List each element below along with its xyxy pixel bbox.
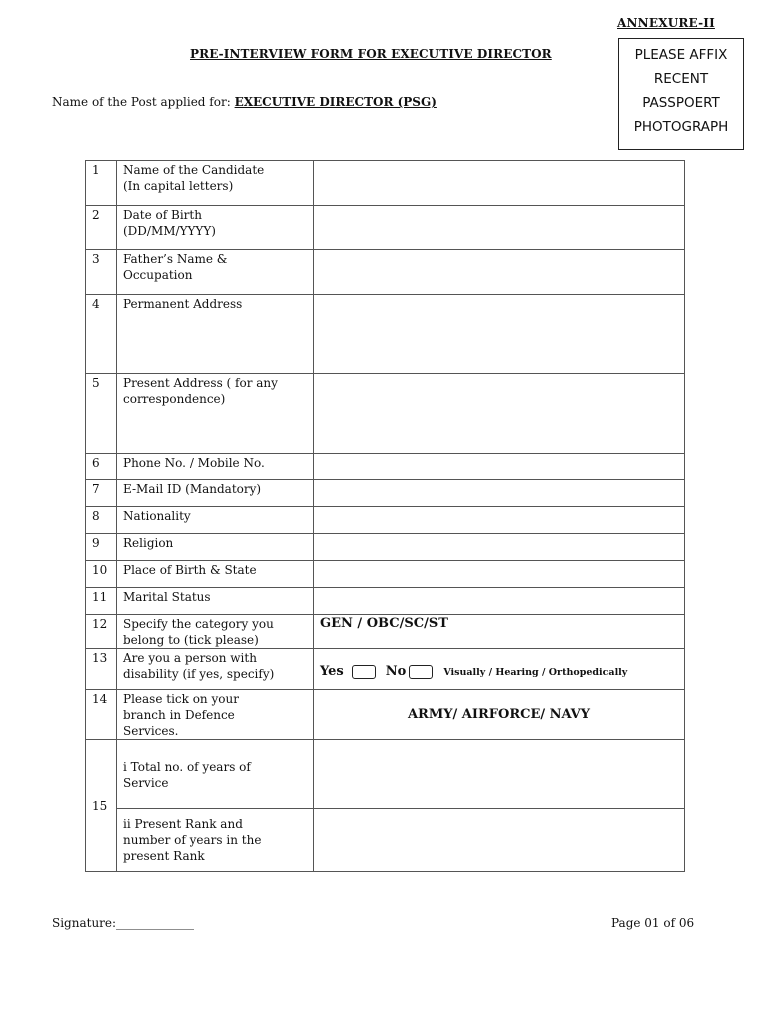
row-number: 15 (86, 740, 117, 872)
page-number: Page 01 of 06 (611, 916, 695, 930)
present-address-field[interactable] (314, 374, 685, 454)
row-label: Date of Birth (DD/MM/YYYY) (117, 206, 314, 250)
photo-line: PASSPOERT (642, 95, 720, 111)
table-row (86, 250, 685, 295)
table-row (86, 561, 685, 588)
row-number: 4 (86, 295, 117, 374)
table-row (86, 507, 685, 534)
row-number: 3 (86, 250, 117, 295)
photo-line: PHOTOGRAPH (633, 119, 729, 135)
row-number: 2 (86, 206, 117, 250)
row-number: 7 (86, 480, 117, 507)
row-number: 14 (86, 690, 117, 740)
row-label: Are you a person with disability (if yes, specify) (117, 649, 314, 690)
annexure-label: ANNEXURE-II (617, 16, 715, 30)
category-options[interactable]: GEN / OBC/SC/ST (314, 615, 685, 649)
row-number: 6 (86, 454, 117, 480)
row-number: 13 (86, 649, 117, 690)
photo-line: RECENT (653, 71, 709, 87)
table-row (86, 374, 685, 454)
row-label: Specify the category you belong to (tick please) (117, 615, 314, 649)
form-table (85, 160, 685, 872)
table-row (86, 534, 685, 561)
row-number: 11 (86, 588, 117, 615)
post-label: Name of the Post applied for: (52, 95, 231, 109)
service-years-field[interactable] (314, 740, 685, 809)
photo-line: PLEASE AFFIX (634, 47, 728, 63)
row-number: 12 (86, 615, 117, 649)
table-row (86, 740, 685, 809)
name-field[interactable] (314, 161, 685, 206)
post-value: EXECUTIVE DIRECTOR (PSG) (234, 95, 437, 109)
table-row (86, 649, 685, 690)
table-row (86, 480, 685, 507)
row-label: Religion (117, 534, 314, 561)
row-label: Marital Status (117, 588, 314, 615)
table-row (86, 615, 685, 649)
dob-field[interactable] (314, 206, 685, 250)
row-label: Permanent Address (117, 295, 314, 374)
religion-field[interactable] (314, 534, 685, 561)
signature-line: Signature:_____________ (52, 916, 195, 930)
row-number: 5 (86, 374, 117, 454)
row-number: 1 (86, 161, 117, 206)
disability-types[interactable]: Visually / Hearing / Orthopedically (443, 667, 628, 678)
form-title: PRE-INTERVIEW FORM FOR EXECUTIVE DIRECTOR (190, 47, 552, 61)
no-label: No (385, 664, 407, 679)
row-label: ii Present Rank and number of years in the present Rank (117, 809, 314, 872)
disability-field (314, 649, 685, 690)
row-label: E-Mail ID (Mandatory) (117, 480, 314, 507)
row-label: Father’s Name & Occupation (117, 250, 314, 295)
marital-status-field[interactable] (314, 588, 685, 615)
table-row (86, 588, 685, 615)
row-number: 9 (86, 534, 117, 561)
table-row (86, 295, 685, 374)
phone-field[interactable] (314, 454, 685, 480)
table-row (86, 161, 685, 206)
nationality-field[interactable] (314, 507, 685, 534)
father-field[interactable] (314, 250, 685, 295)
row-label: Present Address ( for any correspondence) (117, 374, 314, 454)
table-row (86, 809, 685, 872)
post-applied (52, 95, 437, 109)
row-number: 8 (86, 507, 117, 534)
row-label: Place of Birth & State (117, 561, 314, 588)
row-label: Phone No. / Mobile No. (117, 454, 314, 480)
rank-field[interactable] (314, 809, 685, 872)
table-row (86, 454, 685, 480)
row-label: Please tick on your branch in Defence Services. (117, 690, 314, 740)
yes-checkbox[interactable] (352, 665, 376, 679)
defence-branch-options[interactable]: ARMY/ AIRFORCE/ NAVY (314, 690, 685, 740)
birthplace-field[interactable] (314, 561, 685, 588)
row-label: Name of the Candidate (In capital letters) (117, 161, 314, 206)
photo-box[interactable] (618, 38, 744, 150)
no-checkbox[interactable] (409, 665, 433, 679)
email-field[interactable] (314, 480, 685, 507)
row-label: Nationality (117, 507, 314, 534)
yes-label: Yes (320, 664, 344, 679)
table-row (86, 206, 685, 250)
row-label: i Total no. of years of Service (117, 740, 314, 809)
permanent-address-field[interactable] (314, 295, 685, 374)
table-row (86, 690, 685, 740)
row-number: 10 (86, 561, 117, 588)
